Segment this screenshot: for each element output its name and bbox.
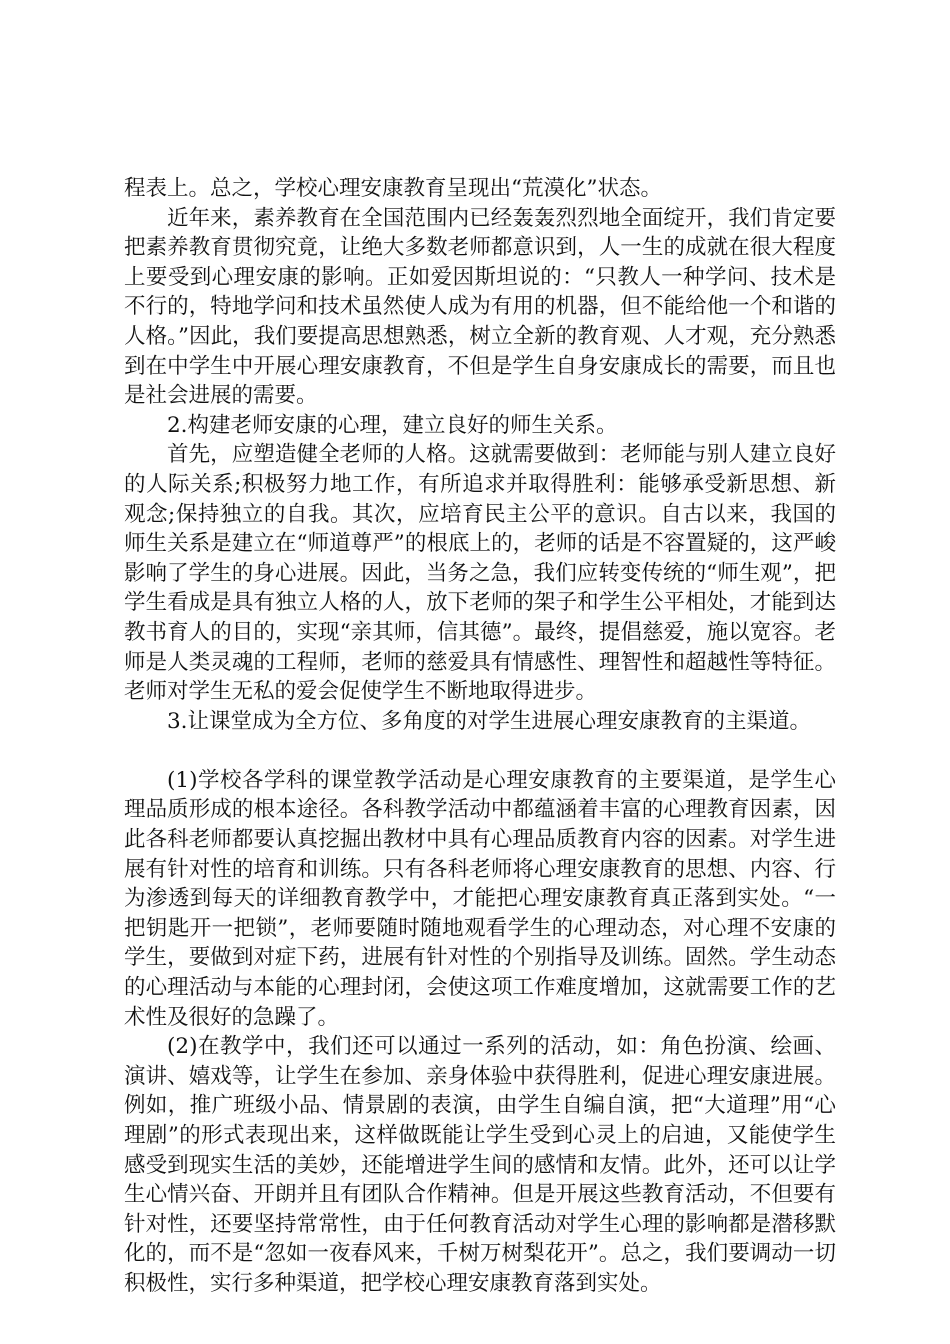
document-body bbox=[124, 174, 836, 1299]
paragraph-teacher-personality: 首先，应塑造健全老师的人格。这就需要做到：老师能与别人建立良好的人际关系;积极努力地工作，有所追求并取得胜利：能够承受新思想、新观念;保持独立的自我。其次，应培育民主公平的意识。自古以来，我国的师生关系是建立在“师道尊严”的根底上的，老师的话是不容置疑的，这严峻影响了学生的身心进展。因此，当务之急，我们应转变传统的“师生观”，把学生看成是具有独立人格的人，放下老师的架子和学生公平相处，才能到达教书育人的目的，实现“亲其师，信其德”。最终，提倡慈爱，施以宽容。老师是人类灵魂的工程师，老师的慈爱具有情感性、理智性和超越性等特征。老师对学生无私的爱会促使学生不断地取得进步。 bbox=[124, 442, 836, 705]
section-heading-classroom-channel: 3.让课堂成为全方位、多角度的对学生进展心理安康教育的主渠道。 bbox=[167, 708, 812, 734]
paragraph-continuation: 程表上。总之，学校心理安康教育呈现出“荒漠化”状态。 bbox=[124, 176, 662, 201]
paragraph-activities: (2)在教学中，我们还可以通过一系列的活动，如：角色扮演、绘画、演讲、嬉戏等，让学生在参加、亲身体验中获得胜利，促进心理安康进展。例如，推广班级小品、情景剧的表演，由学生自编自演，把“大道理”用“心理剧”的形式表现出来，这样做既能让学生受到心灵上的启迪，又能使学生感受到现实生活的美妙，还能增进学生间的感情和友情。此外，还可以让学生心情兴奋、开朗并且有团队合作精神。但是开展这些教育活动，不但要有针对性，还要坚持常常性，由于任何教育活动对学生心理的影响都是潜移默化的，而不是“忽如一夜春风来，千树万树梨花开”。总之，我们要调动一切积极性，实行多种渠道，把学校心理安康教育落到实处。 bbox=[124, 1034, 836, 1296]
paragraph-quality-education: 近年来，素养教育在全国范围内已经轰轰烈烈地全面绽开，我们肯定要把素养教育贯彻究竟，让绝大多数老师都意识到，人一生的成就在很大程度上要受到心理安康的影响。正如爱因斯坦说的：“只教人一种学问、技术是不行的，特地学问和技术虽然使人成为有用的机器，但不能给他一个和谐的人格。”因此，我们要提高思想熟悉，树立全新的教育观、人才观，充分熟悉到在中学生中开展心理安康教育，不但是学生自身安康成长的需要，而且也是社会进展的需要。 bbox=[124, 205, 836, 409]
section-heading-teacher-psychology: 2.构建老师安康的心理，建立良好的师生关系。 bbox=[167, 412, 618, 438]
paragraph-classroom-teaching: (1)学校各学科的课堂教学活动是心理安康教育的主要渠道，是学生心理品质形成的根本途径。各科教学活动中都蕴涵着丰富的心理教育因素，因此各科老师都要认真挖掘出教材中具有心理品质教育内容的因素。对学生进展有针对性的培育和训练。只有各科老师将心理安康教育的思想、内容、行为渗透到每天的详细教育教学中，才能把心理安康教育真正落到实处。“一把钥匙开一把锁”，老师要随时随地观看学生的心理动态，对心理不安康的学生，要做到对症下药，进展有针对性的个别指导及训练。固然。学生动态的心理活动与本能的心理封闭，会使这项工作难度增加，这就需要工作的艺术性及很好的急躁了。 bbox=[124, 767, 836, 1030]
